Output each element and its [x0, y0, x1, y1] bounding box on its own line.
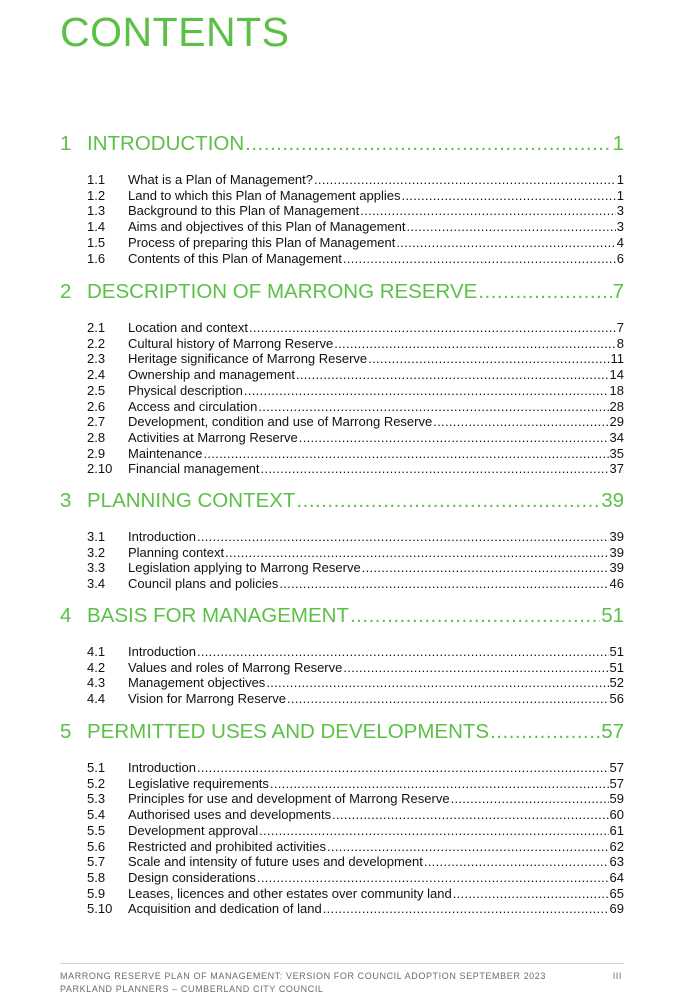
- toc-leader-dots: [203, 446, 608, 462]
- toc-entry-number: 5.8: [87, 869, 106, 885]
- toc-entry-page: 46: [609, 576, 624, 592]
- footer-document-line: [60, 971, 624, 981]
- toc-leader-dots: [406, 219, 615, 235]
- toc-entry-title: Land to which this Plan of Management applies: [128, 187, 401, 203]
- toc-entry-number: 5.1: [87, 760, 106, 775]
- toc-entry-title: Vision for Marrong Reserve: [128, 691, 286, 707]
- toc-entry-title: Activities at Marrong Reserve: [128, 429, 298, 445]
- toc-leader-dots: [296, 367, 609, 383]
- toc-entry-title: Scale and intensity of future uses and development: [128, 854, 423, 870]
- toc-entry-title: Design considerations: [128, 869, 256, 885]
- toc-entry-number: 5.3: [87, 791, 106, 807]
- toc-leader-dots: [296, 487, 600, 515]
- toc-entry-page: 60: [609, 807, 624, 823]
- toc-section-title: INTRODUCTION: [87, 132, 245, 155]
- toc-section-row[interactable]: [60, 602, 624, 630]
- toc-entry-page: 14: [609, 367, 624, 383]
- toc-entry-title: Council plans and policies: [128, 576, 279, 592]
- toc-entry-title: Contents of this Plan of Management: [128, 250, 342, 266]
- toc-leader-dots: [287, 691, 609, 707]
- toc-section-row[interactable]: [60, 487, 624, 515]
- footer-page-number: III: [612, 971, 622, 981]
- toc-leader-dots: [451, 791, 609, 807]
- toc-leader-dots: [424, 854, 609, 870]
- toc-entry-row[interactable]: [87, 446, 624, 462]
- toc-entry-number: 1.4: [87, 219, 106, 235]
- toc-leader-dots: [362, 560, 609, 576]
- toc-section-number: 2: [60, 280, 72, 303]
- toc-entry-number: 2.4: [87, 367, 106, 383]
- toc-entry-title: Introduction: [128, 529, 196, 544]
- toc-entry-page: 57: [609, 775, 624, 791]
- toc-section-page: 39: [601, 489, 624, 512]
- footer-document-title: MARRONG RESERVE PLAN OF MANAGEMENT: VERSION FOR COUNCIL ADOPTION SEPTEMBER 2023: [60, 971, 546, 981]
- toc-entry-row[interactable]: [87, 172, 624, 188]
- toc-entry-page: 35: [609, 445, 624, 461]
- toc-entry-row[interactable]: [87, 791, 624, 807]
- toc-leader-dots: [360, 203, 616, 219]
- toc-entry-page: 62: [609, 838, 624, 854]
- toc-entry-title: What is a Plan of Management?: [128, 172, 313, 187]
- toc-leader-dots: [343, 251, 616, 267]
- toc-entry-row[interactable]: [87, 203, 624, 219]
- toc-entry-title: Management objectives: [128, 675, 266, 691]
- toc-entry-title: Principles for use and development of Marrong Reserve: [128, 791, 450, 807]
- toc-entry-title: Access and circulation: [128, 398, 258, 414]
- page-title: CONTENTS: [60, 9, 290, 55]
- toc-entry-title: Planning context: [128, 544, 225, 560]
- toc-entry-number: 1.1: [87, 172, 106, 187]
- toc-entry-number: 1.6: [87, 250, 106, 266]
- toc-leader-dots: [244, 383, 609, 399]
- toc-entry-page: 6: [616, 250, 624, 266]
- toc-entry-page: 57: [609, 760, 624, 775]
- toc-entry-number: 2.8: [87, 429, 106, 445]
- toc-entry-title: Cultural history of Marrong Reserve: [128, 335, 334, 351]
- toc-entry-page: 11: [610, 351, 624, 367]
- toc-leader-dots: [249, 320, 616, 336]
- toc-entry-number: 5.6: [87, 838, 106, 854]
- toc-entry-row[interactable]: [87, 870, 624, 886]
- toc-entry-row[interactable]: [87, 839, 624, 855]
- toc-leader-dots: [299, 430, 609, 446]
- toc-leader-dots: [261, 461, 609, 477]
- toc-entry-page: 3: [616, 203, 624, 219]
- toc-entry-page: 59: [609, 791, 624, 807]
- toc-entry-title: Physical description: [128, 382, 243, 398]
- toc-entry-title: Values and roles of Marrong Reserve: [128, 659, 343, 675]
- toc-entry-title: Location and context: [128, 320, 248, 335]
- toc-entry-title: Introduction: [128, 760, 196, 775]
- toc-entry-page: 65: [609, 885, 624, 901]
- toc-leader-dots: [433, 414, 608, 430]
- toc-leader-dots: [197, 760, 609, 776]
- toc-entry-page: 4: [616, 234, 624, 250]
- toc-entry-page: 64: [609, 869, 624, 885]
- toc-entry-row[interactable]: [87, 383, 624, 399]
- toc-entry-row[interactable]: [87, 367, 624, 383]
- footer-divider: [60, 963, 624, 964]
- toc-entry-title: Development approval: [128, 822, 259, 838]
- toc-entry-number: 4.3: [87, 675, 106, 691]
- toc-entry-row[interactable]: [87, 235, 624, 251]
- toc-entry-number: 2.6: [87, 398, 106, 414]
- toc-entry-number: 3.1: [87, 529, 106, 544]
- toc-section-page: 51: [601, 604, 624, 627]
- toc-section-title: PLANNING CONTEXT: [87, 489, 296, 512]
- toc-leader-dots: [197, 529, 609, 545]
- toc-entry-title: Heritage significance of Marrong Reserve: [128, 351, 368, 367]
- toc-leader-dots: [259, 823, 608, 839]
- toc-entry-title: Introduction: [128, 644, 196, 659]
- toc-leader-dots: [350, 602, 600, 630]
- toc-entry-row[interactable]: [87, 660, 624, 676]
- toc-leader-dots: [225, 545, 608, 561]
- toc-entry-page: 34: [609, 429, 624, 445]
- toc-entry-number: 1.3: [87, 203, 106, 219]
- toc-entry-row[interactable]: [87, 336, 624, 352]
- toc-entry-title: Development, condition and use of Marrong Reserve: [128, 414, 433, 430]
- toc-entry-row[interactable]: [87, 399, 624, 415]
- toc-entry-title: Process of preparing this Plan of Management: [128, 234, 396, 250]
- toc-section-row[interactable]: [60, 718, 624, 746]
- toc-leader-dots: [401, 188, 615, 204]
- toc-leader-dots: [266, 675, 608, 691]
- toc-leader-dots: [332, 807, 608, 823]
- toc-entry-page: 37: [609, 461, 624, 477]
- toc-leader-dots: [334, 336, 616, 352]
- toc-entry-number: 2.1: [87, 320, 106, 335]
- toc-entry-row[interactable]: [87, 430, 624, 446]
- toc-entry-number: 1.2: [87, 187, 106, 203]
- toc-entry-page: 61: [609, 822, 624, 838]
- toc-leader-dots: [396, 235, 615, 251]
- toc-entry-row[interactable]: [87, 776, 624, 792]
- toc-section-row[interactable]: [60, 130, 624, 158]
- toc-leader-dots: [314, 172, 616, 188]
- toc-leader-dots: [258, 399, 608, 415]
- toc-entry-title: Restricted and prohibited activities: [128, 838, 326, 854]
- toc-entry-page: 7: [616, 320, 624, 335]
- toc-entry-page: 39: [609, 560, 624, 576]
- toc-section-title: DESCRIPTION OF MARRONG RESERVE: [87, 280, 478, 303]
- toc-entry-page: 51: [609, 659, 624, 675]
- toc-leader-dots: [245, 130, 611, 158]
- toc-entry-row[interactable]: [87, 760, 624, 776]
- toc-entry-number: 5.9: [87, 885, 106, 901]
- toc-entry-row[interactable]: [87, 886, 624, 902]
- toc-section-page: 7: [612, 280, 624, 303]
- toc-entry-number: 5.2: [87, 775, 106, 791]
- toc-entry-title: Ownership and management: [128, 367, 295, 383]
- toc-entry-page: 51: [609, 644, 624, 659]
- toc-entry-page: 1: [616, 172, 624, 187]
- toc-entry-title: Background to this Plan of Management: [128, 203, 360, 219]
- toc-entry-number: 3.2: [87, 544, 106, 560]
- toc-entry-row[interactable]: [87, 414, 624, 430]
- toc-entry-number: 4.4: [87, 691, 106, 707]
- toc-entry-title: Legislation applying to Marrong Reserve: [128, 560, 361, 576]
- toc-entry-title: Aims and objectives of this Plan of Management: [128, 219, 406, 235]
- toc-leader-dots: [343, 660, 608, 676]
- toc-entry-page: 63: [609, 854, 624, 870]
- toc-section-row[interactable]: [60, 278, 624, 306]
- toc-entry-number: 2.10: [87, 461, 113, 477]
- toc-entry-row[interactable]: [87, 251, 624, 267]
- toc-entry-row[interactable]: [87, 823, 624, 839]
- toc-entry-row[interactable]: [87, 188, 624, 204]
- toc-entry-page: 28: [609, 398, 624, 414]
- toc-entry-title: Legislative requirements: [128, 775, 269, 791]
- toc-entry-row[interactable]: [87, 691, 624, 707]
- toc-leader-dots: [327, 839, 609, 855]
- toc-entry-row[interactable]: [87, 461, 624, 477]
- toc-leader-dots: [197, 644, 609, 660]
- toc-entry-page: 69: [609, 901, 624, 917]
- toc-leader-dots: [478, 278, 611, 306]
- toc-entry-page: 39: [609, 544, 624, 560]
- toc-section-number: 5: [60, 720, 72, 743]
- toc-entry-number: 5.4: [87, 807, 106, 823]
- toc-entry-title: Financial management: [128, 461, 260, 477]
- toc-entry-page: 18: [609, 382, 624, 398]
- toc-entry-number: 5.7: [87, 854, 106, 870]
- toc-entry-row[interactable]: [87, 644, 624, 660]
- toc-entry-page: 8: [616, 335, 624, 351]
- toc-entry-page: 3: [616, 219, 624, 235]
- toc-entry-page: 52: [609, 675, 624, 691]
- toc-entry-number: 3.4: [87, 576, 106, 592]
- toc-leader-dots: [368, 351, 609, 367]
- toc-section-title: BASIS FOR MANAGEMENT: [87, 604, 349, 627]
- toc-leader-dots: [279, 576, 608, 592]
- toc-entry-page: 29: [609, 414, 624, 430]
- toc-entry-row[interactable]: [87, 529, 624, 545]
- toc-entry-number: 5.5: [87, 822, 106, 838]
- toc-entry-title: Authorised uses and developments: [128, 807, 332, 823]
- toc-entry-number: 2.9: [87, 445, 106, 461]
- toc-entry-title: Acquisition and dedication of land: [128, 901, 322, 917]
- toc-section-page: 1: [612, 132, 624, 155]
- toc-entry-page: 56: [609, 691, 624, 707]
- toc-leader-dots: [323, 901, 609, 917]
- toc-entry-row[interactable]: [87, 320, 624, 336]
- toc-entry-number: 2.5: [87, 382, 106, 398]
- toc-entry-row[interactable]: [87, 901, 624, 917]
- footer-author-line: [60, 984, 624, 994]
- toc-entry-row[interactable]: [87, 560, 624, 576]
- toc-entry-title: Leases, licences and other estates over community land: [128, 885, 452, 901]
- toc-entry-title: Maintenance: [128, 445, 203, 461]
- toc-entry-number: 2.3: [87, 351, 106, 367]
- toc-entry-row[interactable]: [87, 675, 624, 691]
- toc-section-number: 4: [60, 604, 72, 627]
- toc-entry-page: 1: [616, 187, 624, 203]
- toc-entry-row[interactable]: [87, 854, 624, 870]
- toc-entry-number: 5.10: [87, 901, 113, 917]
- toc-leader-dots: [453, 886, 609, 902]
- toc-entry-row[interactable]: [87, 219, 624, 235]
- toc-entry-number: 1.5: [87, 234, 106, 250]
- toc-section-number: 1: [60, 132, 72, 155]
- toc-leader-dots: [270, 776, 609, 792]
- toc-section-number: 3: [60, 489, 72, 512]
- toc-entry-row[interactable]: [87, 545, 624, 561]
- toc-entry-row[interactable]: [87, 576, 624, 592]
- toc-entry-row[interactable]: [87, 351, 624, 367]
- toc-section-title: PERMITTED USES AND DEVELOPMENTS: [87, 720, 490, 743]
- toc-section-page: 57: [601, 720, 624, 743]
- toc-entry-number: 4.1: [87, 644, 106, 659]
- toc-entry-number: 2.2: [87, 335, 106, 351]
- toc-entry-page: 39: [609, 529, 624, 544]
- toc-entry-number: 4.2: [87, 659, 106, 675]
- toc-leader-dots: [257, 870, 609, 886]
- toc-entry-row[interactable]: [87, 807, 624, 823]
- toc-entry-number: 2.7: [87, 414, 106, 430]
- toc-leader-dots: [490, 718, 600, 746]
- toc-entry-number: 3.3: [87, 560, 106, 576]
- footer-author: PARKLAND PLANNERS – CUMBERLAND CITY COUNCIL: [60, 984, 324, 994]
